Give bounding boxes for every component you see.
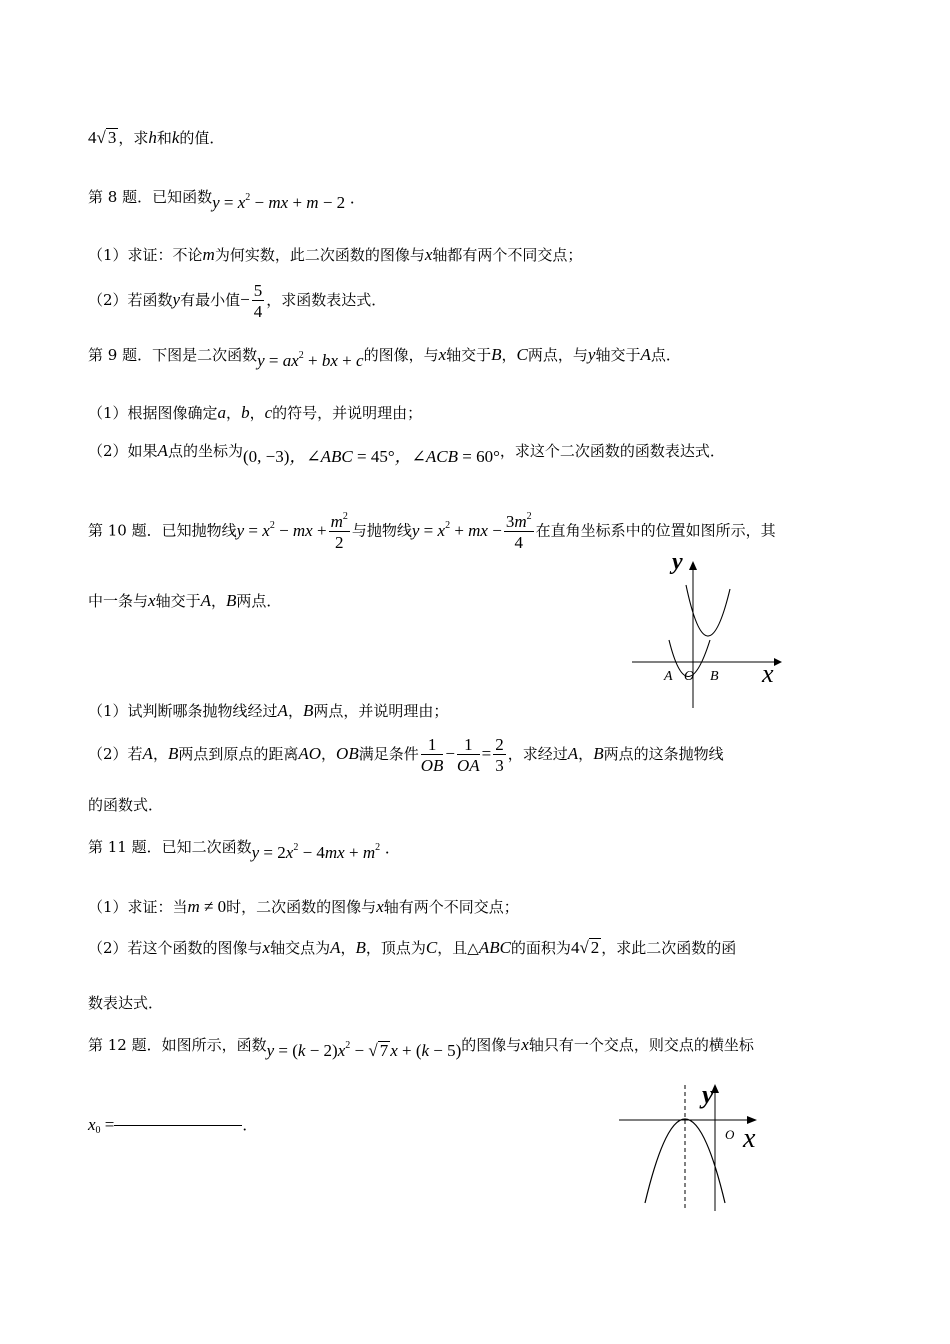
fig1-y-label: y [672,549,683,575]
fig2-y-label: y [702,1080,714,1109]
q12-figure [615,1075,775,1215]
q11-statement: 第 11 题．已知二次函数$y = 2x^2 - 4mx + m^2$ · [88,838,391,862]
q12-answer: $x_0$ = ． [88,1115,258,1136]
q9-statement: 第 9 题．下图是二次函数$y = ax^2$ + bx + c的图像，与x轴交于B，C两点，与y轴交于A点． [88,345,681,370]
fig1-a-label: A [664,669,673,684]
q9-part2: （2）如果A点的坐标为(0, −3)，∠ABC = 45°，∠ACB = 60°，求这个二次函数的函数表达式． [88,441,725,466]
fig1-o-label: O [684,669,695,684]
q10-part2-cont: 的函数式． [88,796,164,814]
q10-statement-2: 中一条与x轴交于A，B两点． [88,591,282,610]
q11-part2-cont: 数表达式． [88,994,164,1012]
q10-figure [628,548,788,723]
q10-part1: （1）试判断哪条抛物线经过A，B两点，并说明理由； [88,701,449,720]
q10-statement: 第 10 题．已知抛物线$y = x^2$ − mx + $\frac{m^2}{2}$ 与抛物线$y = x^2$ + mx − $\frac{3m^2}{4}$ 在直角坐标系中的位置如图所示，其 [88,511,776,552]
q8-part2: （2）若函数y有最小值− $\frac{5}{4}$ ，求函数表达式． [88,281,387,321]
q11-part2: （2）若这个函数的图像与x轴交点为A，B，顶点为C，且△ABC的面积为4√ 2 ，求此二次函数的函 [88,938,737,957]
q8-part1: （1）求证：不论m为何实数，此二次函数的图像与x轴都有两个不同交点； [88,245,583,264]
answer-blank[interactable] [114,1125,242,1126]
q8-statement: 第 8 题．已知函数$y = x^2$ − mx + m − 2 · [88,188,356,212]
fig1-x-label: x [762,659,774,688]
q7-tail: 4√ 3 ，求h和k的值． [88,128,225,147]
q11-part1: （1）求证：当m ≠ 0时，二次函数的图像与x轴有两个不同交点； [88,897,519,916]
q9-part1: （1）根据图像确定a，b，c的符号，并说明理由； [88,403,423,422]
q10-part2: （2）若A，B两点到原点的距离AO，OB满足条件 $\frac{1}{OB}$ − $\frac{1}{OA}$ = $\frac{2}{3}$ ，求经过A，B两点的这条抛物线 [88,735,724,775]
fig2-o-label: O [725,1127,735,1142]
fig2-x-label: x [743,1123,756,1154]
fig1-b-label: B [710,669,719,684]
q12-statement: 第 12 题．如图所示，函数$y = (k - 2)x^2$ − √ 7 x + (k − 5)的图像与x轴只有一个交点，则交点的横坐标 [88,1035,754,1060]
